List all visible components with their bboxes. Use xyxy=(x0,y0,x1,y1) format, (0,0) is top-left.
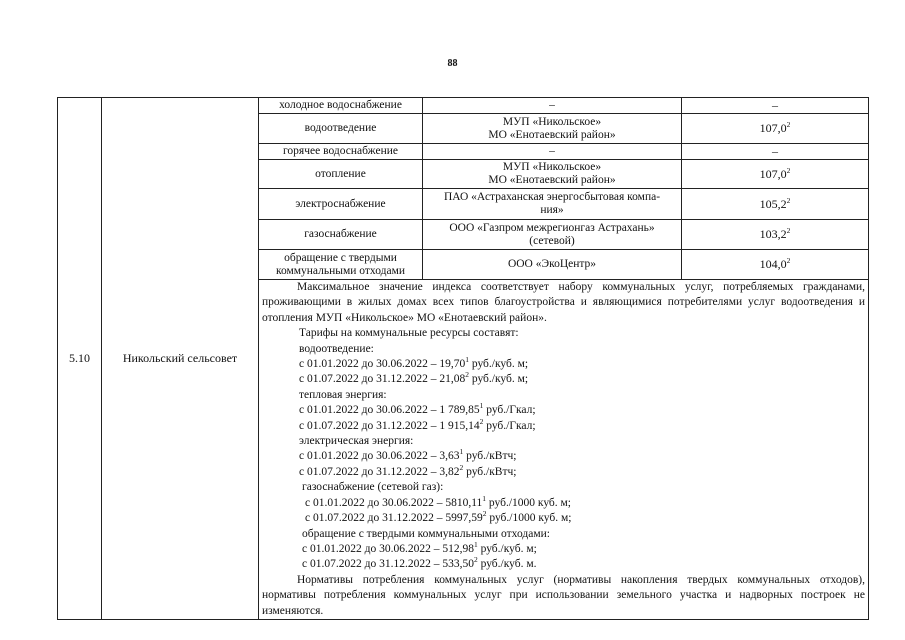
gas-heading: газоснабжение (сетевой газ): xyxy=(302,481,444,494)
tariff-line: с 01.07.2022 до 31.12.2022 – 533,50$^2$ руб./куб. м. xyxy=(302,555,537,571)
index-value: 104,0$^2$ xyxy=(682,250,869,280)
provider-name: МУП «Никольское» МО «Енотаевский район» xyxy=(423,114,682,144)
tariff-line: с 01.01.2022 до 30.06.2022 – 19,70$^1$ руб./куб. м; xyxy=(299,355,529,371)
tariff-line: с 01.01.2022 до 30.06.2022 – 1 789,85$^1$ руб./Гкал; xyxy=(299,401,536,417)
index-value: 105,2$^2$ xyxy=(682,189,869,220)
tariff-line: с 01.01.2022 до 30.06.2022 – 512,98$^1$ руб./куб. м; xyxy=(302,540,537,555)
row-number: 5.10 xyxy=(58,98,102,620)
service-name: водоотведение xyxy=(259,114,423,144)
tariff-line: с 01.07.2022 до 31.12.2022 – 1 915,14$^2$ руб./Гкал; xyxy=(299,416,536,432)
provider-name: ООО «Газпром межрегионгаз Астрахань» (сетевой) xyxy=(423,220,682,250)
provider-name: – xyxy=(423,98,682,114)
provider-name: ООО «ЭкоЦентр» xyxy=(423,250,682,280)
tariff-line: с 01.07.2022 до 31.12.2022 – 21,08$^2$ руб./куб. м; xyxy=(299,370,529,386)
service-name: электроснабжение xyxy=(259,189,423,220)
provider-name: – xyxy=(423,144,682,160)
elec-heading: электрическая энергия: xyxy=(299,435,414,448)
heat-heading: тепловая энергия: xyxy=(299,388,387,401)
tariff-table xyxy=(57,97,869,620)
tariff-line: с 01.07.2022 до 31.12.2022 – 5997,59$^2$ руб./1000 куб. м; xyxy=(305,509,572,525)
service-name: газоснабжение xyxy=(259,220,423,250)
index-value: 107,0$^2$ xyxy=(682,160,869,189)
page-number: 88 xyxy=(447,58,458,69)
intro-paragraph: Максимальное значение индекса соответствует набору коммунальных услуг, потребляемых гражданами, проживающими в жилых домах всех типов благоустройства и являющимися потребителями услуг водоотведения и отопления МУП «Никольское» МО «Енотаевский район». xyxy=(262,281,865,324)
provider-name: МУП «Никольское» МО «Енотаевский район» xyxy=(423,160,682,189)
tariff-line: с 01.01.2022 до 30.06.2022 – 5810,11$^1$ руб./1000 куб. м; xyxy=(305,493,571,509)
water-heading: водоотведение: xyxy=(299,342,374,355)
index-value: – xyxy=(682,98,869,114)
service-name: обращение с твердыми коммунальными отходами xyxy=(259,250,423,280)
provider-name: ПАО «Астраханская энергосбытовая компа- ния» xyxy=(423,189,682,220)
tariffs-heading: Тарифы на коммунальные ресурсы составят: xyxy=(299,327,519,340)
norms-paragraph: Нормативы потребления коммунальных услуг (нормативы накопления твердых коммунальных отходов), нормативы потребления коммунальных услуг при использовании земельного участка и надворных построек не изменяются. xyxy=(262,573,865,617)
tariff-line: с 01.07.2022 до 31.12.2022 – 3,82$^2$ руб./кВтч; xyxy=(299,463,517,478)
service-name: холодное водоснабжение xyxy=(259,98,423,114)
explanation-text xyxy=(259,280,869,620)
service-name: отопление xyxy=(259,160,423,189)
waste-heading: обращение с твердыми коммунальными отходами: xyxy=(302,527,550,540)
index-value: 107,0$^2$ xyxy=(682,114,869,144)
table-row xyxy=(58,98,869,114)
tariff-line: с 01.01.2022 до 30.06.2022 – 3,63$^1$ руб./кВтч; xyxy=(299,447,517,463)
index-value: – xyxy=(682,144,869,160)
index-value: 103,2$^2$ xyxy=(682,220,869,250)
settlement-name: Никольский сельсовет xyxy=(102,98,259,620)
service-name: горячее водоснабжение xyxy=(259,144,423,160)
